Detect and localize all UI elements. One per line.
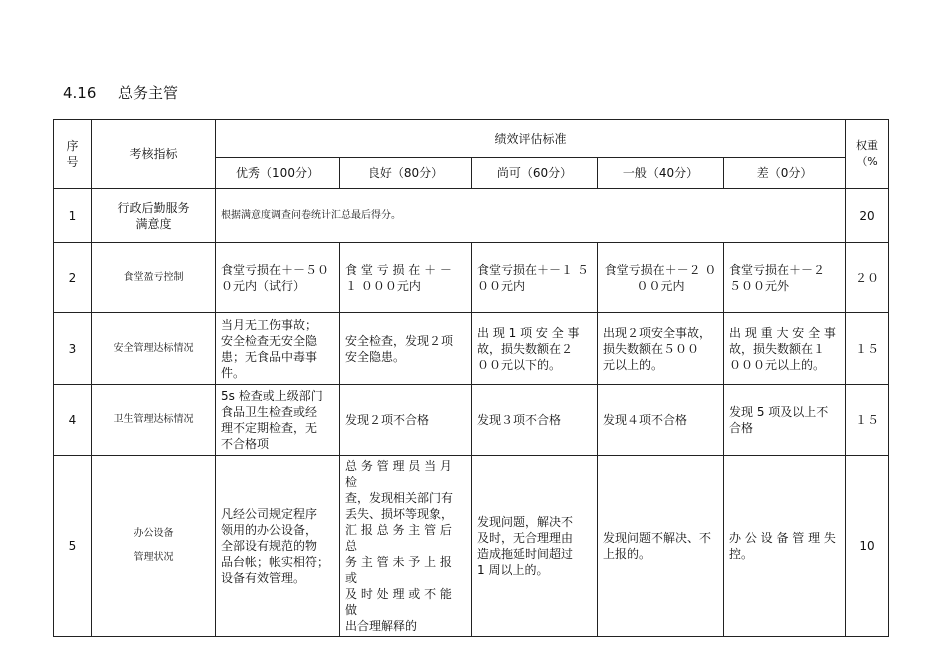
row-cell-average: 发现４项不合格 bbox=[598, 385, 724, 456]
section-heading bbox=[63, 82, 178, 103]
row-cell-poor: 办 公 设 备 管 理 失 控。 bbox=[724, 456, 846, 637]
row-indicator: 办公设备 管理状况 bbox=[92, 456, 216, 637]
row-cell-fair: 发现问题，解决不 及时，无合理理由 造成拖延时间超过 1 周以上的。 bbox=[472, 456, 598, 637]
row-cell-good: 安全检查，发现２项 安全隐患。 bbox=[340, 313, 472, 385]
row-cell-excellent: 5s 检查或上级部门 食品卫生检查或经 理不定期检查，无 不合格项 bbox=[216, 385, 340, 456]
section-number: 4.16 bbox=[63, 84, 97, 102]
row-cell-excellent: 凡经公司规定程序 领用的办公设备， 全部设有规范的物 品台帐；帐实相符； 设备有效管理。 bbox=[216, 456, 340, 637]
row-cell-good: 发现２项不合格 bbox=[340, 385, 472, 456]
row-cell-poor: 出 现 重 大 安 全 事 故，损失数额在１ ０００元以上的。 bbox=[724, 313, 846, 385]
level-excellent: 优秀（100分） bbox=[216, 158, 340, 189]
level-average: 一般（40分） bbox=[598, 158, 724, 189]
row-cell-excellent: 当月无工伤事故； 安全检查无安全隐 患；无食品中毒事 件。 bbox=[216, 313, 340, 385]
table-row bbox=[54, 243, 889, 313]
kpi-table bbox=[53, 119, 889, 637]
col-indicator-header: 考核指标 bbox=[92, 120, 216, 189]
row-merged-standard: 根据满意度调查问卷统计汇总最后得分。 bbox=[216, 189, 846, 243]
row-weight: １５ bbox=[846, 313, 889, 385]
row-cell-average: 食堂亏损在＋－２ ０００元内 bbox=[598, 243, 724, 313]
col-standard-header: 绩效评估标准 bbox=[216, 120, 846, 158]
table-row bbox=[54, 456, 889, 637]
row-indicator: 食堂盈亏控制 bbox=[92, 243, 216, 313]
row-weight: １５ bbox=[846, 385, 889, 456]
row-cell-fair: 食堂亏损在＋－１ ５００元内 bbox=[472, 243, 598, 313]
row-indicator: 行政后勤服务 满意度 bbox=[92, 189, 216, 243]
row-cell-excellent: 食堂亏损在＋－５００元内（试行） bbox=[216, 243, 340, 313]
table-row bbox=[54, 385, 889, 456]
row-cell-average: 发现问题不解决、不 上报的。 bbox=[598, 456, 724, 637]
row-seq: 2 bbox=[54, 243, 92, 313]
header-row bbox=[54, 120, 889, 158]
level-good: 良好（80分） bbox=[340, 158, 472, 189]
row-cell-good: 总 务 管 理 员 当 月 检 查，发现相关部门有 丢失、损坏等现象， 汇 报 总 务 主 管 后 总 务 主 管 未 予 上 报 或 及 时 处 理 或 不 能 做 出合理解释的 bbox=[340, 456, 472, 637]
row-weight: 10 bbox=[846, 456, 889, 637]
section-title: 总务主管 bbox=[118, 84, 179, 102]
level-fair: 尚可（60分） bbox=[472, 158, 598, 189]
row-cell-fair: 发现３项不合格 bbox=[472, 385, 598, 456]
row-indicator: 卫生管理达标情况 bbox=[92, 385, 216, 456]
row-cell-good: 食 堂 亏 损 在 ＋ － １ ０００元内 bbox=[340, 243, 472, 313]
row-seq: 5 bbox=[54, 456, 92, 637]
row-seq: 4 bbox=[54, 385, 92, 456]
table-row bbox=[54, 313, 889, 385]
row-seq: 1 bbox=[54, 189, 92, 243]
row-cell-fair: 出 现 1 项 安 全 事 故，损失数额在２ ００元以下的。 bbox=[472, 313, 598, 385]
row-cell-poor: 食堂亏损在＋－２ ５００元外 bbox=[724, 243, 846, 313]
level-poor: 差（0分） bbox=[724, 158, 846, 189]
col-seq-header: 序 号 bbox=[54, 120, 92, 189]
table-row bbox=[54, 189, 889, 243]
row-seq: 3 bbox=[54, 313, 92, 385]
row-cell-average: 出现２项安全事故， 损失数额在５００ 元以上的。 bbox=[598, 313, 724, 385]
row-weight: ２０ bbox=[846, 243, 889, 313]
col-weight-header: 权重 （% bbox=[846, 120, 889, 189]
row-weight: 20 bbox=[846, 189, 889, 243]
row-cell-poor: 发现 5 项及以上不 合格 bbox=[724, 385, 846, 456]
row-indicator: 安全管理达标情况 bbox=[92, 313, 216, 385]
